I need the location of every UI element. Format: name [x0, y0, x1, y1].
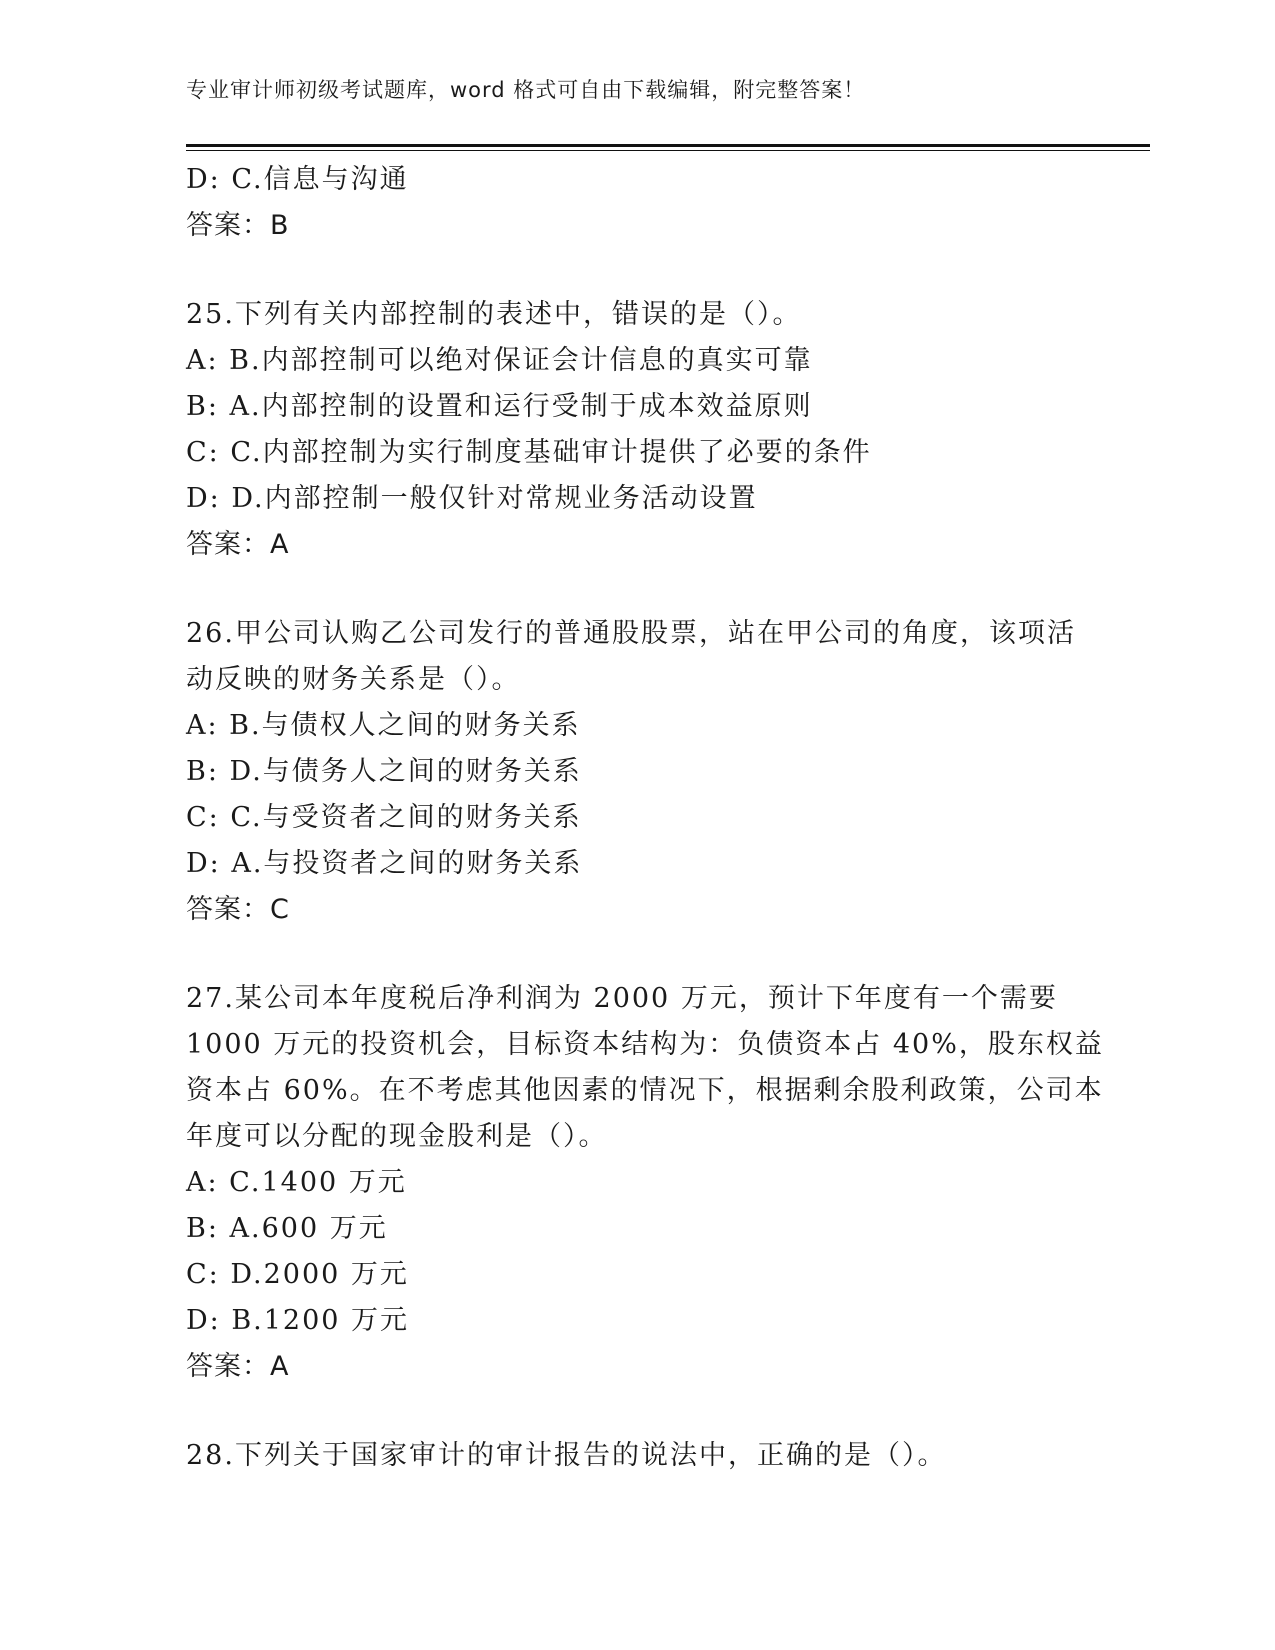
spacer	[186, 568, 1086, 611]
option-d: D: C.信息与沟通	[186, 164, 409, 195]
header-rule-thin	[186, 150, 1150, 151]
header-rule-thick	[186, 144, 1150, 147]
option-c: C: C.与受资者之间的财务关系	[186, 802, 582, 833]
option-a: A: B.内部控制可以绝对保证会计信息的真实可靠	[186, 345, 813, 376]
document-body	[186, 157, 1104, 1479]
question-block-25	[186, 292, 1086, 568]
question-stem: 28.下列关于国家审计的审计报告的说法中，正确的是（）。	[186, 1440, 947, 1471]
option-d: D: A.与投资者之间的财务关系	[186, 848, 583, 879]
question-stem-line-4: 年度可以分配的现金股利是（）。	[186, 1121, 608, 1152]
page-header: 专业审计师初级考试题库，word 格式可自由下载编辑，附完整答案！	[186, 78, 866, 102]
answer-line: 答案：A	[186, 1351, 290, 1382]
option-d: D: B.1200 万元	[186, 1305, 410, 1336]
spacer	[186, 933, 1086, 976]
question-stem-line-2: 动反映的财务关系是（）。	[186, 664, 521, 695]
spacer	[186, 249, 1086, 292]
option-c: C: D.2000 万元	[186, 1259, 409, 1290]
option-c: C: C.内部控制为实行制度基础审计提供了必要的条件	[186, 437, 872, 468]
answer-line: 答案：C	[186, 894, 290, 925]
option-d: D: D.内部控制一般仅针对常规业务活动设置	[186, 483, 758, 514]
option-a: A: B.与债权人之间的财务关系	[186, 710, 581, 741]
question-block-28	[186, 1433, 1086, 1479]
question-stem-line-1: 26.甲公司认购乙公司发行的普通股股票，站在甲公司的角度，该项活	[186, 618, 1076, 649]
question-block-27	[186, 976, 1104, 1390]
option-a: A: C.1400 万元	[186, 1167, 407, 1198]
question-stem-line-1: 27.某公司本年度税后净利润为 2000 万元，预计下年度有一个需要	[186, 983, 1058, 1014]
option-b: B: A.内部控制的设置和运行受制于成本效益原则	[186, 391, 813, 422]
question-stem: 25.下列有关内部控制的表述中，错误的是（）。	[186, 299, 802, 330]
answer-line: 答案：A	[186, 529, 290, 560]
question-block-26	[186, 611, 1086, 933]
question-block-prev	[186, 157, 1086, 249]
spacer	[186, 1390, 1086, 1433]
answer-line: 答案：B	[186, 210, 290, 241]
question-stem-line-3: 资本占 60%。在不考虑其他因素的情况下，根据剩余股利政策，公司本	[186, 1075, 1104, 1106]
option-b: B: A.600 万元	[186, 1213, 388, 1244]
option-b: B: D.与债务人之间的财务关系	[186, 756, 582, 787]
question-stem-line-2: 1000 万元的投资机会，目标资本结构为：负债资本占 40%，股东权益	[186, 1029, 1104, 1060]
